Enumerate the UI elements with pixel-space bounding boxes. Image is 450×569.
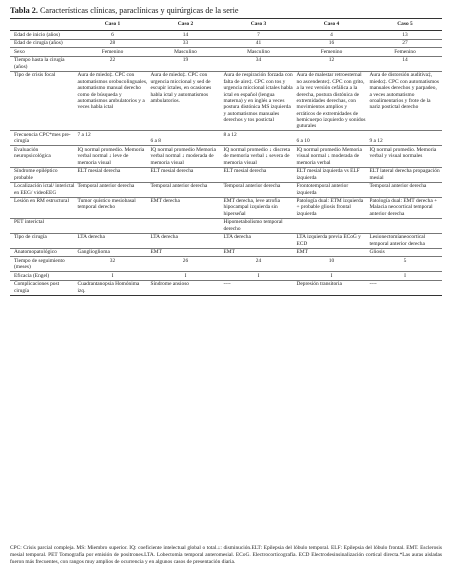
table-cell: 24: [222, 257, 295, 272]
table-cell: Gliosis: [368, 248, 442, 257]
row-label: Tiempo hasta la cirugía (años): [10, 56, 76, 71]
table-cell: ----: [222, 280, 295, 295]
table-cell: 7: [222, 31, 295, 40]
table-cell: LTA derecha: [149, 233, 222, 248]
table-cell: I: [222, 272, 295, 281]
table-cell: IQ normal promedio Memoria verbal normal ↓ moderada de memoria visual: [149, 146, 222, 167]
table-cell: Hipometabolismo temporal derecho: [222, 218, 295, 233]
table-cell: 13: [368, 31, 442, 40]
table-cell: Temporal anterior derecha: [76, 182, 149, 197]
table-cell: EMT: [295, 248, 368, 257]
header-caso-1: Caso 1: [76, 19, 149, 31]
table-cell: ----: [368, 280, 442, 295]
table-number: Tabla 2.: [10, 6, 38, 15]
row-label: Eficacia (Engel): [10, 272, 76, 281]
row-label: Síndrome epiléptico probable: [10, 167, 76, 182]
table-cell: Temporal anterior derecha: [149, 182, 222, 197]
table-cell: 6: [76, 31, 149, 40]
table-cell: 34: [222, 56, 295, 71]
table-cell: EMT: [222, 248, 295, 257]
table-cell: 28: [76, 39, 149, 48]
table-cell: ELT mesial derecha: [222, 167, 295, 182]
table-footnote: CPC: Crisis parcial compleja. MS: Miembro superior. IQ: coeficiente intelectual global o total.↓: disminución.ELT: Epilepsia del lóbulo temporal. ELF: Epilepsia del lóbulo frontal. EMT. Esclerosis mesial temporal. PET Tomografía por emisión de positrones.LTA. Lobectomía temporal anteromesial. ECoG. Electrocorticografía. ECD Electrodesinsinalización cortical directa.*Las auras aisladas fueron más frecuentes, con rangos muy amplios de ocurrencia y en algunos casos de presentación diaria.: [10, 545, 442, 565]
table-cell: LTA derecha: [76, 233, 149, 248]
table-cell: IQ normal promedio ↓ discreta de memoria verbal ↓ severa de memoria visual: [222, 146, 295, 167]
table-cell: EMT derecha, leve atrofia hipocampal izquierda sin hiperseñal: [222, 197, 295, 218]
table-cell: Lesionectomíaneocortical temporal anterior derecha: [368, 233, 442, 248]
table-cell: 14: [368, 56, 442, 71]
table-cell: Femenino: [368, 48, 442, 57]
table-cell: 8 a 12: [222, 131, 295, 146]
table-cell: EMT: [149, 248, 222, 257]
table-cell: [76, 218, 149, 233]
row-label: Tipo de cirugía: [10, 233, 76, 248]
table-cell: ELT mesial izquierda vs ELF izquierda: [295, 167, 368, 182]
table-cell: [368, 218, 442, 233]
table-cell: Frontotemporal anterior izquierda: [295, 182, 368, 197]
table-cell: Cuadrantanopsia Homónima izq.: [76, 280, 149, 295]
row-label: Sexo: [10, 48, 76, 57]
table-cell: Temporal anterior derecha: [222, 182, 295, 197]
table-cell: Aura de distorsión auditiva‡, miedo‡. CPC con automatismos manuales derechos y parpadeo, a veces automatismo oroalimentarios y frote de la nariz postictal derecho: [368, 71, 442, 131]
table-cell: LTA derecha: [222, 233, 295, 248]
table-cell: [149, 218, 222, 233]
table-cell: Depresión transitoria: [295, 280, 368, 295]
table-cell: ELT lateral derecha propagación mesial: [368, 167, 442, 182]
table-row: [10, 248, 442, 257]
header-caso-5: Caso 5: [368, 19, 442, 31]
row-label: Edad de cirugía (años): [10, 39, 76, 48]
table-cell: 27: [368, 39, 442, 48]
header-empty: [10, 19, 76, 31]
table-cell: Ganglioglioma: [76, 248, 149, 257]
table-cell: I: [295, 272, 368, 281]
row-label: Localización ictal/ interictal en EEG/ videoEEG: [10, 182, 76, 197]
table-cell: Síndrome ansioso: [149, 280, 222, 295]
table-row: [10, 167, 442, 182]
clinical-table: [10, 18, 442, 296]
table-cell: Temporal anterior derecha: [368, 182, 442, 197]
row-label: PET interictal: [10, 218, 76, 233]
table-cell: I: [149, 272, 222, 281]
table-row: [10, 146, 442, 167]
table-cell: Masculino: [149, 48, 222, 57]
table-cell: ELT mesial derecha: [149, 167, 222, 182]
table-cell: 33: [149, 39, 222, 48]
table-row: [10, 31, 442, 40]
row-label: Tipo de crisis focal: [10, 71, 76, 131]
table-row: [10, 197, 442, 218]
table-cell: 14: [149, 31, 222, 40]
row-label: Complicaciones post cirugía: [10, 280, 76, 295]
table-row: [10, 272, 442, 281]
table-row: [10, 56, 442, 71]
table-cell: Aura de malestar retroesternal no ascendente‡. CPC con grito, a la vez versión cefálica a la derecha, postura distónica de extremidades derechas, con movimientos amplios y erráticos de extremidades de hemicuerpo izquierdo y sonidos guturales: [295, 71, 368, 131]
table-row: [10, 48, 442, 57]
table-cell: 5: [368, 257, 442, 272]
table-header-row: [10, 19, 442, 31]
table-cell: 7 a 12: [76, 131, 149, 146]
table-cell: 22: [76, 56, 149, 71]
table-cell: [295, 218, 368, 233]
table-row: [10, 257, 442, 272]
table-cell: Patología dual: EMT derecha + Malacia neocortical temporal anterior derecha: [368, 197, 442, 218]
table-cell: Masculino: [222, 48, 295, 57]
table-cell: 41: [222, 39, 295, 48]
table-cell: Femenino: [76, 48, 149, 57]
row-label: Evaluación neuropsicológica: [10, 146, 76, 167]
table-cell: 16: [295, 39, 368, 48]
table-cell: 32: [76, 257, 149, 272]
row-label: Frecuencia CPC*mes pre-cirugía: [10, 131, 76, 146]
table-cell: Aura de miedo‡. CPC con urgencia miccional y sed de escupir ictales, en ocasiones habla ictal y automatismos ambulatorios.: [149, 71, 222, 131]
header-caso-2: Caso 2: [149, 19, 222, 31]
table-cell: LTA izquierda previa ECoG y ECD: [295, 233, 368, 248]
table-cell: IQ normal promedio. Memoria verbal y visual normales: [368, 146, 442, 167]
table-caption: Características clínicas, paraclínicas y quirúrgicas de la serie: [39, 6, 239, 15]
table-row: [10, 280, 442, 295]
table-row: [10, 218, 442, 233]
table-cell: ELT mesial derecha: [76, 167, 149, 182]
row-label: Anatomopatológico: [10, 248, 76, 257]
table-cell: IQ normal promedio. Memoria verbal normal ↓ leve de memoria visual: [76, 146, 149, 167]
row-label: Lesión en RM estructural: [10, 197, 76, 218]
table-cell: 19: [149, 56, 222, 71]
table-cell: 12: [295, 56, 368, 71]
table-cell: Patología dual: ETM izquierda + probable gliosis frontal izquierda: [295, 197, 368, 218]
table-cell: EMT derecha: [149, 197, 222, 218]
header-caso-4: Caso 4: [295, 19, 368, 31]
table-cell: 6 a 8: [149, 131, 222, 146]
table-cell: Aura de respiración forzada con falta de aire‡. CPC con tos y urgencia miccional ictales habla ictal en español (lengua materna) y en inglés a veces postura distónica MS izquierda y automatismos manuales derechos y tos postictal: [222, 71, 295, 131]
table-cell: Tumor quístico mesiobasal temporal derecho: [76, 197, 149, 218]
row-label: Tiempo de seguimiento (meses): [10, 257, 76, 272]
table-row: [10, 71, 442, 131]
row-label: Edad de inicio (años): [10, 31, 76, 40]
table-cell: I: [76, 272, 149, 281]
table-cell: 6 a 10: [295, 131, 368, 146]
table-row: [10, 233, 442, 248]
table-cell: 26: [149, 257, 222, 272]
table-cell: 10: [295, 257, 368, 272]
table-row: [10, 182, 442, 197]
table-cell: Femenino: [295, 48, 368, 57]
header-caso-3: Caso 3: [222, 19, 295, 31]
table-cell: Aura de miedo‡. CPC con automatismos orobucolinguales, automatismo manual derecho como de búsqueda y automatismos ambulatorios y a veces habla ictal: [76, 71, 149, 131]
table-row: [10, 39, 442, 48]
table-cell: IQ normal promedio Memoria visual normal ↓ moderada de memoria verbal: [295, 146, 368, 167]
table-cell: 4: [295, 31, 368, 40]
table-cell: 9 a 12: [368, 131, 442, 146]
table-row: [10, 131, 442, 146]
table-title: [10, 6, 239, 15]
table-cell: I: [368, 272, 442, 281]
table-body: [10, 31, 442, 296]
